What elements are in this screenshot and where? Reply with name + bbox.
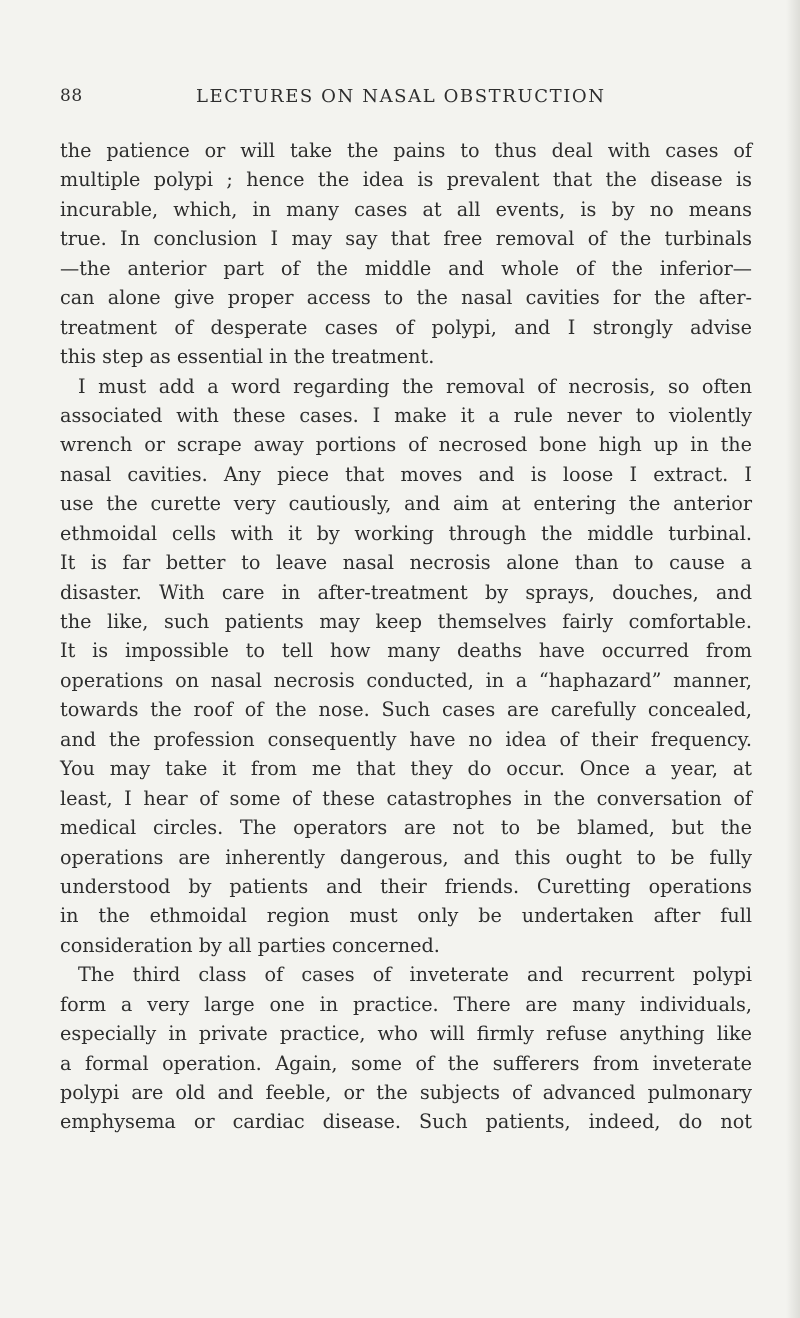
text-line: —the anterior part of the middle and whole of the inferior— [60, 256, 752, 280]
text-line: The third class of cases of inveterate and recurrent polypi [78, 963, 752, 987]
text-line: emphysema or cardiac disease. Such patients, indeed, do not [60, 1110, 752, 1134]
text-line: can alone give proper access to the nasal cavities for the after- [60, 286, 752, 310]
text-line: operations are inherently dangerous, and this ought to be fully [60, 845, 752, 869]
text-line: wrench or scrape away portions of necrosed bone high up in the [60, 433, 752, 457]
text-line: and the profession consequently have no idea of their frequency. [60, 727, 752, 751]
text-line: a formal operation. Again, some of the sufferers from inveterate [60, 1051, 752, 1075]
text-line: ethmoidal cells with it by working through the middle turbinal. [60, 521, 752, 545]
text-line: nasal cavities. Any piece that moves and is loose I extract. I [60, 462, 752, 486]
text-line: You may take it from me that they do occur. Once a year, at [60, 757, 752, 781]
text-line: especially in private practice, who will firmly refuse anything like [60, 1022, 752, 1046]
text-line: the patience or will take the pains to thus deal with cases of [60, 139, 752, 162]
text-line: least, I hear of some of these catastrophes in the conversation of [60, 786, 752, 810]
text-line: use the curette very cautiously, and aim at entering the anterior [60, 492, 752, 516]
text-line: towards the roof of the nose. Such cases are carefully concealed, [60, 698, 752, 722]
text-line: true. In conclusion I may say that free removal of the turbinals [60, 227, 752, 251]
text-line: disaster. With care in after-treatment by sprays, douches, and [60, 580, 752, 604]
page-number: 88 [60, 86, 83, 106]
text-line: I must add a word regarding the removal of necrosis, so often [78, 374, 752, 398]
text-line: understood by patients and their friends. Curetting operations [60, 874, 752, 898]
page-header [0, 86, 800, 116]
text-line: treatment of desperate cases of polypi, and I strongly advise [60, 315, 752, 339]
text-line: this step as essential in the treatment. [60, 345, 435, 369]
text-line: operations on nasal necrosis conducted, in a “haphazard” manner, [60, 668, 752, 692]
text-line: associated with these cases. I make it a rule never to violently [60, 403, 752, 427]
text-line: in the ethmoidal region must only be undertaken after full [60, 904, 752, 928]
text-line: form a very large one in practice. There are many individuals, [60, 992, 752, 1016]
text-line: It is impossible to tell how many deaths have occurred from [60, 639, 752, 663]
page-edge-shadow [786, 0, 800, 1318]
text-line: multiple polypi ; hence the idea is prevalent that the disease is [60, 168, 752, 192]
text-line: incurable, which, in many cases at all events, is by no means [60, 197, 752, 221]
text-line: polypi are old and feeble, or the subjects of advanced pulmonary [60, 1081, 752, 1104]
text-line: It is far better to leave nasal necrosis alone than to cause a [60, 551, 752, 575]
text-line: medical circles. The operators are not to be blamed, but the [60, 816, 752, 840]
text-line: consideration by all parties concerned. [60, 933, 440, 957]
text-line: the like, such patients may keep themselves fairly comfortable. [60, 610, 752, 633]
running-head: LECTURES ON NASAL OBSTRUCTION [196, 86, 606, 107]
body-text [60, 136, 752, 1137]
